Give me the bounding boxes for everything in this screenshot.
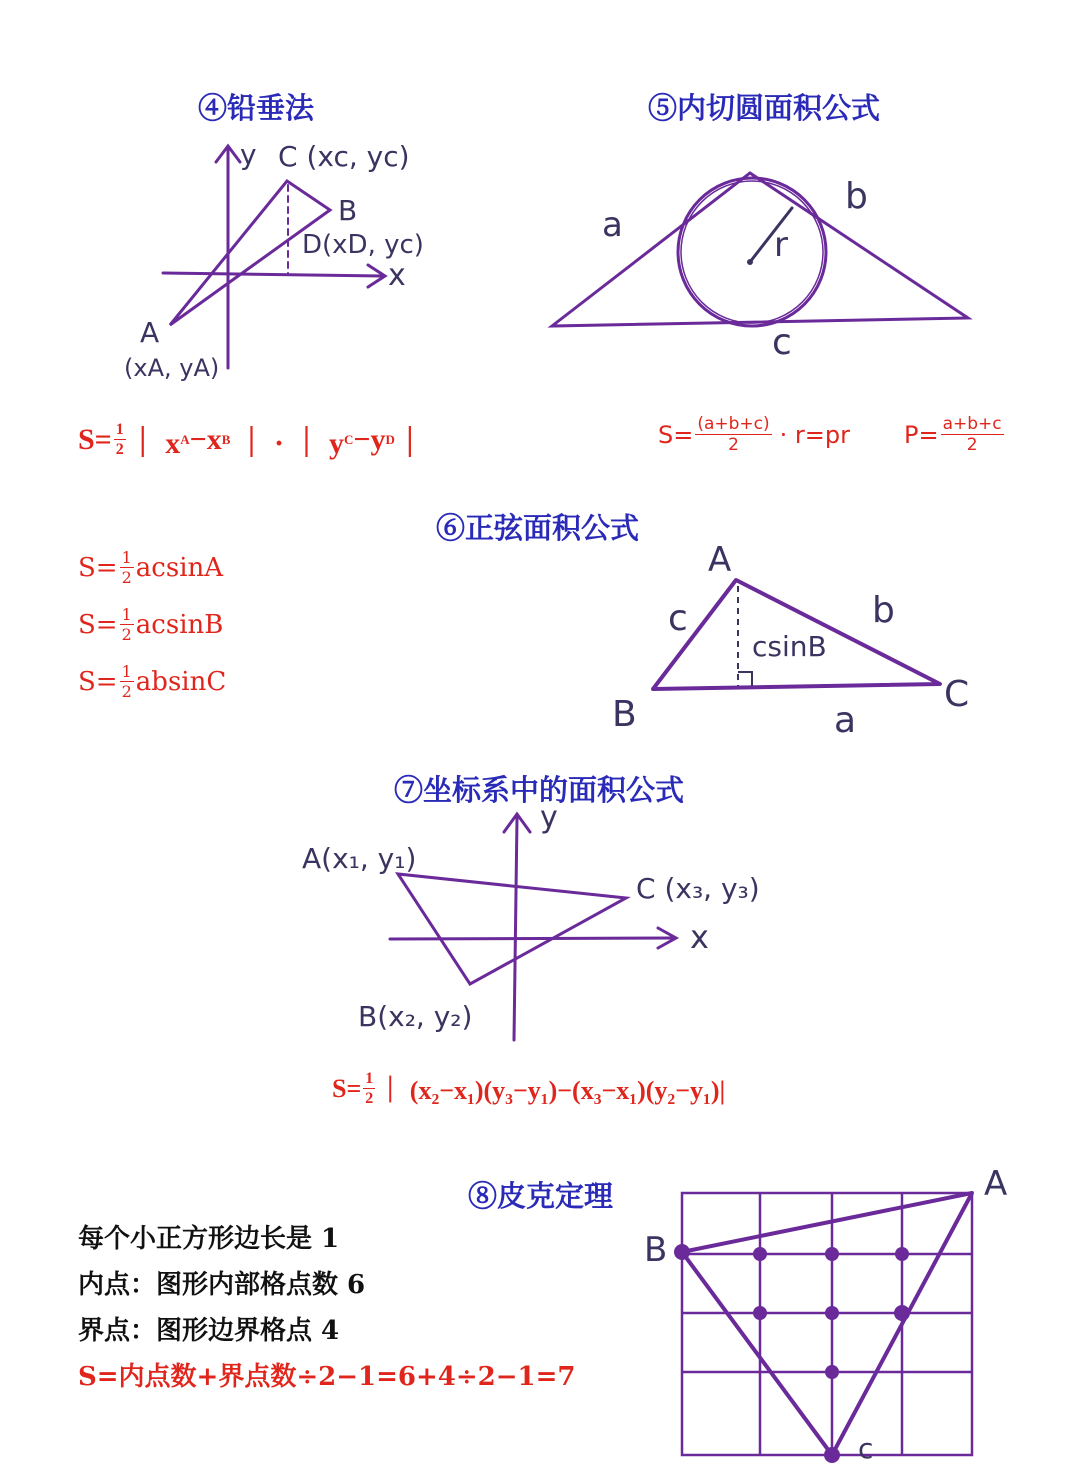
s7-label-b: B(x₂, y₂): [358, 1000, 473, 1033]
s7-label-a: A(x₁, y₁): [302, 842, 417, 875]
s7-fraction-denominator: 2: [365, 1089, 374, 1107]
s7-fraction-numerator: 1: [365, 1069, 374, 1087]
section-6-title: ⑥正弦面积公式: [436, 511, 640, 545]
s8-label-a: A: [984, 1164, 1008, 1204]
s4-label-y: y: [240, 138, 257, 171]
s6-formula-3: [78, 664, 226, 700]
s4-formula-part1: ｜ x: [127, 427, 181, 460]
s6-f2-body: acsinB: [135, 610, 224, 640]
section-5-title: ⑤内切圆面积公式: [648, 91, 881, 125]
s5-f2-numerator: a+b+c: [942, 414, 1002, 434]
s8-label-b: B: [644, 1230, 668, 1270]
s8-label-c: c: [858, 1432, 874, 1465]
s4-label-b: B: [338, 194, 358, 227]
s4-sub-c: C: [343, 432, 354, 447]
section-4-title: ④铅垂法: [198, 91, 315, 125]
s7-formula: [332, 1070, 725, 1107]
s7-formula-fraction: [363, 1071, 375, 1107]
s6-f2-numerator: 1: [121, 605, 132, 624]
s6-label-height: csinB: [752, 630, 827, 663]
s5-label-b: b: [845, 176, 868, 217]
s5-label-a: a: [602, 205, 623, 245]
s6-f2-fraction: [120, 607, 134, 643]
s6-f2-prefix: S=: [78, 610, 118, 640]
s5-f2-prefix: P=: [904, 421, 939, 449]
s4-fraction-numerator: 1: [115, 421, 124, 438]
s4-label-x: x: [388, 258, 406, 293]
s7-formula-prefix: S=: [332, 1073, 362, 1103]
s5-f2-denominator: 2: [966, 435, 978, 455]
s6-label-c-vertex: C: [944, 674, 970, 715]
s4-label-c: C (xc, yc): [278, 140, 410, 173]
s6-f3-denominator: 2: [121, 682, 132, 701]
s5-label-r: r: [774, 225, 788, 265]
s4-formula-part2: −x: [189, 423, 222, 456]
s5-f1-suffix: · r=pr: [779, 421, 850, 449]
s4-formula-prefix: S=: [78, 423, 112, 456]
s6-label-b-side: b: [872, 590, 895, 631]
s4-fraction-denominator: 2: [115, 441, 124, 458]
s6-f3-fraction: [120, 664, 134, 700]
s4-label-d: D(xD, yc): [302, 230, 424, 260]
s6-f1-denominator: 2: [121, 568, 132, 587]
section-8-title: ⑧皮克定理: [468, 1179, 614, 1213]
s4-sub-a: A: [180, 432, 190, 447]
s6-formula-1: [78, 550, 223, 586]
section-7-title: ⑦坐标系中的面积公式: [394, 773, 685, 807]
s5-f1-fraction: [695, 416, 771, 454]
s7-label-y: y: [540, 800, 558, 835]
s4-label-a-coord: (xA, yA): [124, 354, 220, 382]
s6-f3-body: absinC: [135, 667, 227, 697]
s4-formula-part3: ｜ · ｜ y: [236, 427, 344, 460]
pick-info-line-1: 每个小正方形边长是 1: [78, 1224, 340, 1254]
s6-f1-prefix: S=: [78, 553, 118, 583]
s4-formula-part4: −y: [353, 423, 386, 456]
s5-formula-area: [658, 416, 850, 454]
s6-f2-denominator: 2: [121, 625, 132, 644]
s4-sub-b: B: [221, 432, 231, 447]
s5-f1-prefix: S=: [658, 421, 694, 449]
s6-label-a-vertex: A: [708, 540, 732, 580]
s5-f2-fraction: [941, 416, 1004, 454]
s6-f3-numerator: 1: [121, 662, 132, 681]
s4-formula-part5: ｜: [394, 427, 425, 460]
s6-f1-numerator: 1: [121, 548, 132, 567]
s5-formula-p: [904, 416, 1006, 454]
s6-label-b-vertex: B: [612, 694, 637, 735]
s7-label-c: C (x₃, y₃): [636, 872, 760, 905]
s6-f1-fraction: [120, 550, 134, 586]
s6-f1-body: acsinA: [135, 553, 224, 583]
s6-label-c-side: c: [668, 598, 688, 639]
s4-sub-d: D: [385, 432, 395, 447]
pick-result-formula: S=内点数+界点数÷2−1=6+4÷2−1=7: [78, 1362, 576, 1392]
s6-label-a-side: a: [834, 700, 857, 741]
s5-label-c: c: [772, 322, 792, 363]
s5-f1-numerator: (a+b+c): [697, 414, 770, 434]
pick-info-line-2: 内点：图形内部格点数 6: [78, 1270, 366, 1300]
s6-f3-prefix: S=: [78, 667, 118, 697]
s6-formula-2: [78, 607, 223, 643]
pick-info-line-3: 界点：图形边界格点 4: [78, 1316, 340, 1346]
s5-f1-denominator: 2: [728, 435, 739, 455]
s4-formula: [78, 418, 425, 462]
s4-label-a: A: [140, 316, 160, 349]
s7-label-x: x: [690, 918, 709, 956]
s4-formula-fraction: [114, 422, 126, 458]
s7-formula-body: ｜ (x₂−x₁)(y₃−y₁)−(x₃−x₁)(y₂−y₁)|: [377, 1076, 726, 1105]
